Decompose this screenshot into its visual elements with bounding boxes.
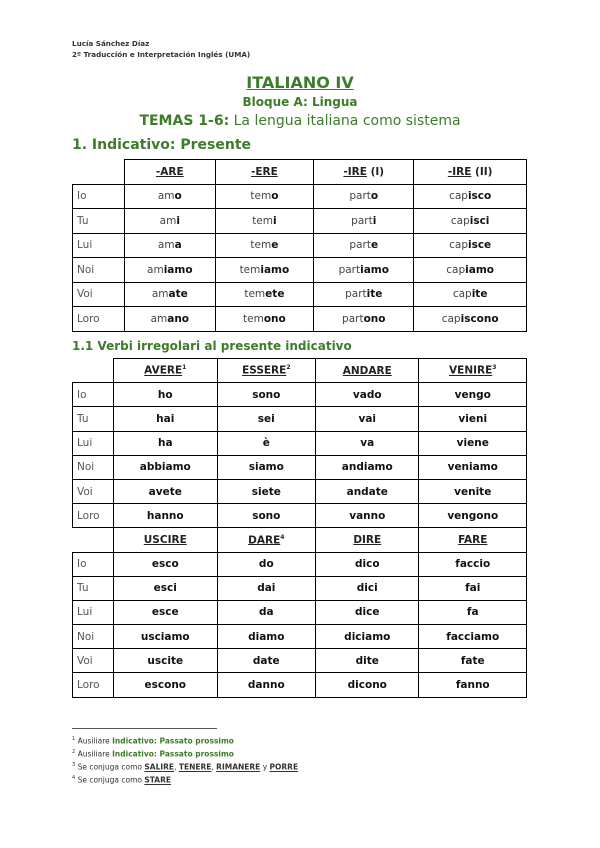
table-row [73, 282, 527, 307]
verb-form-cell: vado [316, 383, 419, 407]
conjugation-cell [314, 233, 414, 258]
conjugation-cell [314, 184, 414, 209]
conjugation-cell [125, 184, 216, 209]
verb-form-cell: dici [316, 576, 419, 600]
pronoun-cell: Noi [73, 455, 114, 479]
footnote-divider [72, 728, 217, 729]
verb-form-cell: vai [316, 407, 419, 431]
pronoun-cell: Tu [73, 576, 114, 600]
verb-form-cell: ha [114, 431, 218, 455]
pronoun-cell: Io [73, 552, 114, 576]
section-heading-irregolari: 1.1 Verbi irregolari al presente indicativo [72, 339, 352, 353]
verb-header-label: USCIRE [143, 533, 187, 546]
conjugation-cell [414, 282, 527, 307]
verb-form-cell: veniamo [419, 455, 527, 479]
verb-header [419, 528, 527, 552]
verb-ending: isco [467, 190, 492, 203]
conjugation-cell [215, 184, 314, 209]
verb-ending: ite [471, 288, 488, 301]
verb-form-cell: fa [419, 600, 527, 624]
verb-form-cell: dico [316, 552, 419, 576]
verb-header-label: DIRE [353, 533, 382, 546]
verb-header [419, 359, 527, 383]
table-row [73, 625, 527, 649]
corner-cell [73, 528, 114, 552]
verb-ending: ete [265, 288, 285, 301]
verb-ending: iamo [163, 263, 193, 276]
verb-form-cell: vengono [419, 504, 527, 528]
verb-header-label: ANDARE [342, 364, 392, 377]
footnote-ref[interactable]: 3 [492, 364, 497, 372]
author-name: Lucía Sánchez Díaz [72, 39, 150, 48]
verb-stem: cap [452, 288, 472, 301]
verb-header-label: DARE [248, 534, 281, 547]
verb-ending: e [271, 239, 279, 252]
verb-stem: am [150, 312, 168, 325]
verb-ending: o [271, 190, 279, 203]
link-rimanere[interactable]: RIMANERE [216, 762, 261, 772]
column-header-suffix: (II) [471, 165, 493, 178]
table-row [73, 504, 527, 528]
footnote-ref[interactable]: 2 [286, 364, 291, 372]
verb-stem: am [159, 214, 177, 227]
verb-form-cell: do [217, 552, 316, 576]
table-row [73, 673, 527, 697]
verb-stem: am [151, 288, 169, 301]
verb-form-cell: vanno [316, 504, 419, 528]
verb-ending: ate [168, 288, 188, 301]
column-header-label: -IRE [447, 165, 472, 178]
verb-form-cell: dice [316, 600, 419, 624]
conjugation-cell [125, 209, 216, 234]
table-row [73, 552, 527, 576]
column-header-suffix: (I) [366, 165, 385, 178]
conjugation-cell [215, 209, 314, 234]
verb-ending: i [176, 214, 180, 227]
verb-stem: cap [450, 214, 470, 227]
verb-stem: tem [250, 190, 272, 203]
verb-form-cell: facciamo [419, 625, 527, 649]
verb-stem: cap [449, 239, 468, 252]
verb-stem: part [342, 312, 364, 325]
verb-header [217, 528, 316, 552]
footnote-4: $^4$ Se conjuga como STARE [72, 775, 172, 785]
verb-ending: iscono [460, 312, 499, 325]
table-row [73, 258, 527, 283]
conjugation-cell [414, 307, 527, 332]
footnote-ref[interactable]: 4 [280, 533, 285, 541]
column-header [414, 160, 527, 185]
verb-form-cell: è [217, 431, 316, 455]
verb-form-cell: dai [217, 576, 316, 600]
themes-label: TEMAS 1-6: [139, 113, 230, 129]
table-row [73, 600, 527, 624]
pronoun-cell: Lui [73, 600, 114, 624]
link-salire[interactable]: SALIRE [144, 762, 175, 772]
conjugation-cell [314, 258, 414, 283]
verb-stem: cap [441, 312, 461, 325]
verb-header-label: FARE [458, 533, 488, 546]
presente-header-row [73, 160, 527, 185]
course-name: 2º Traducción e Interpretación Inglés (UMA) [72, 50, 251, 59]
pronoun-cell: Loro [73, 504, 114, 528]
link-stare[interactable]: STARE [144, 775, 172, 785]
verb-form-cell: sono [217, 383, 316, 407]
verb-form-cell: dite [316, 649, 419, 673]
footnote-1: $^1$ Ausiliare Indicativo: Passato prossimo [72, 736, 234, 746]
verb-ending: iamo [360, 263, 389, 276]
verb-form-cell: faccio [419, 552, 527, 576]
verb-header [217, 359, 316, 383]
verb-ending: iamo [260, 263, 290, 276]
verb-form-cell: esce [114, 600, 218, 624]
verb-header-label: VENIRE [449, 364, 493, 377]
conjugation-cell [314, 282, 414, 307]
table-row [73, 184, 527, 209]
table-row [73, 649, 527, 673]
verb-form-cell: sei [217, 407, 316, 431]
link-tenere[interactable]: TENERE [178, 762, 212, 772]
document-title: ITALIANO IV [246, 73, 354, 92]
pronoun-cell: Noi [73, 625, 114, 649]
verb-ending: isce [467, 239, 492, 252]
verb-form-cell: fate [419, 649, 527, 673]
table-row [73, 307, 527, 332]
verb-stem: part [349, 239, 371, 252]
pronoun-cell: Tu [73, 407, 114, 431]
table-row [73, 383, 527, 407]
conjugation-cell [125, 233, 216, 258]
title-block [0, 72, 600, 131]
pronoun-cell: Io [73, 383, 114, 407]
conjugation-cell [215, 282, 314, 307]
verb-header-label: ESSERE [242, 364, 287, 377]
footnote-3: $^3$ Se conjuga como SALIRE, TENERE, RIMANERE y PORRE [72, 762, 299, 772]
verb-form-cell: vieni [419, 407, 527, 431]
verb-form-cell: hai [114, 407, 218, 431]
conjugation-cell [414, 184, 527, 209]
table-row [73, 233, 527, 258]
column-header [215, 160, 314, 185]
verb-ending: e [370, 239, 379, 252]
verb-form-cell: da [217, 600, 316, 624]
table-row [73, 431, 527, 455]
pronoun-cell: Io [73, 184, 125, 209]
verb-form-cell: ho [114, 383, 218, 407]
verb-header [316, 528, 419, 552]
verb-ending: i [372, 214, 377, 227]
table-row [73, 479, 527, 503]
verb-stem: tem [239, 263, 261, 276]
pronoun-cell: Lui [73, 431, 114, 455]
pronoun-cell: Noi [73, 258, 125, 283]
verb-form-cell: hanno [114, 504, 218, 528]
verb-form-cell: sono [217, 504, 316, 528]
conjugation-cell [215, 307, 314, 332]
table-row [73, 455, 527, 479]
verb-form-cell: va [316, 431, 419, 455]
verb-form-cell: fanno [419, 673, 527, 697]
footnotes [72, 734, 298, 786]
pronoun-cell: Voi [73, 282, 125, 307]
verb-form-cell: siete [217, 479, 316, 503]
document-header [72, 38, 250, 60]
verb-ending: i [273, 214, 277, 227]
verb-ending: iamo [465, 263, 494, 276]
conjugation-cell [215, 233, 314, 258]
verb-stem: tem [252, 214, 273, 227]
verb-ending: ono [263, 312, 286, 325]
verb-stem: cap [449, 190, 468, 203]
conjugation-cell [414, 233, 527, 258]
verb-ending: ano [167, 312, 190, 325]
column-header-label: -ERE [251, 165, 278, 178]
verb-form-cell: avete [114, 479, 218, 503]
conjugation-cell [215, 258, 314, 283]
conjugation-cell [314, 209, 414, 234]
verb-stem: part [338, 263, 361, 276]
verb-stem: cap [446, 263, 466, 276]
verb-header-label: AVERE [144, 364, 183, 377]
verb-form-cell: andate [316, 479, 419, 503]
verb-form-cell: esci [114, 576, 218, 600]
verb-ending: a [174, 239, 182, 252]
pronoun-cell: Lui [73, 233, 125, 258]
verb-form-cell: viene [419, 431, 527, 455]
footnote-2: $^2$ Ausiliare Indicativo: Passato prossimo [72, 749, 234, 759]
verb-form-cell: escono [114, 673, 218, 697]
verb-form-cell: siamo [217, 455, 316, 479]
verb-form-cell: usciamo [114, 625, 218, 649]
irregular-header-row [73, 528, 527, 552]
conjugation-cell [125, 258, 216, 283]
column-header [125, 160, 216, 185]
corner-cell [73, 160, 125, 185]
conjugation-cell [414, 209, 527, 234]
link-porre[interactable]: PORRE [269, 762, 299, 772]
verb-stem: part [351, 214, 373, 227]
pronoun-cell: Loro [73, 307, 125, 332]
conjugation-cell [125, 282, 216, 307]
verb-form-cell: danno [217, 673, 316, 697]
footnote-ref[interactable]: 1 [182, 364, 187, 372]
verb-stem: part [345, 288, 367, 301]
verb-ending: ite [366, 288, 383, 301]
table-row [73, 209, 527, 234]
corner-cell [73, 359, 114, 383]
verb-stem: tem [250, 239, 272, 252]
pronoun-cell: Loro [73, 673, 114, 697]
verb-stem: am [157, 239, 175, 252]
verb-form-cell: vengo [419, 383, 527, 407]
irregular-header-row [73, 359, 527, 383]
verb-ending: o [174, 190, 182, 203]
verb-stem: part [349, 190, 371, 203]
verb-header [114, 359, 218, 383]
presente-table [72, 159, 527, 332]
verb-form-cell: diciamo [316, 625, 419, 649]
document-subtitle: Bloque A: Lingua [242, 95, 358, 109]
column-header [314, 160, 414, 185]
section-heading-presente: 1. Indicativo: Presente [72, 137, 252, 153]
table-row [73, 576, 527, 600]
verb-ending: isci [469, 214, 490, 227]
verb-form-cell: abbiamo [114, 455, 218, 479]
column-header-label: -ARE [155, 165, 184, 178]
verb-form-cell: dicono [316, 673, 419, 697]
pronoun-cell: Tu [73, 209, 125, 234]
verb-form-cell: venite [419, 479, 527, 503]
table-row [73, 407, 527, 431]
verb-form-cell: diamo [217, 625, 316, 649]
verb-stem: tem [244, 288, 266, 301]
conjugation-cell [314, 307, 414, 332]
verb-form-cell: andiamo [316, 455, 419, 479]
verb-header [316, 359, 419, 383]
verb-form-cell: esco [114, 552, 218, 576]
themes-line [0, 111, 600, 131]
verb-form-cell: date [217, 649, 316, 673]
pronoun-cell: Voi [73, 649, 114, 673]
themes-text: La lengua italiana como sistema [233, 113, 461, 129]
irregular-verbs-table [72, 358, 527, 698]
verb-stem: tem [243, 312, 264, 325]
pronoun-cell: Voi [73, 479, 114, 503]
verb-stem: am [157, 190, 175, 203]
verb-stem: am [147, 263, 164, 276]
verb-ending: ono [363, 312, 386, 325]
verb-ending: o [370, 190, 379, 203]
conjugation-cell [414, 258, 527, 283]
column-header-label: -IRE [343, 165, 367, 178]
verb-form-cell: uscite [114, 649, 218, 673]
verb-header [114, 528, 218, 552]
conjugation-cell [125, 307, 216, 332]
verb-form-cell: fai [419, 576, 527, 600]
